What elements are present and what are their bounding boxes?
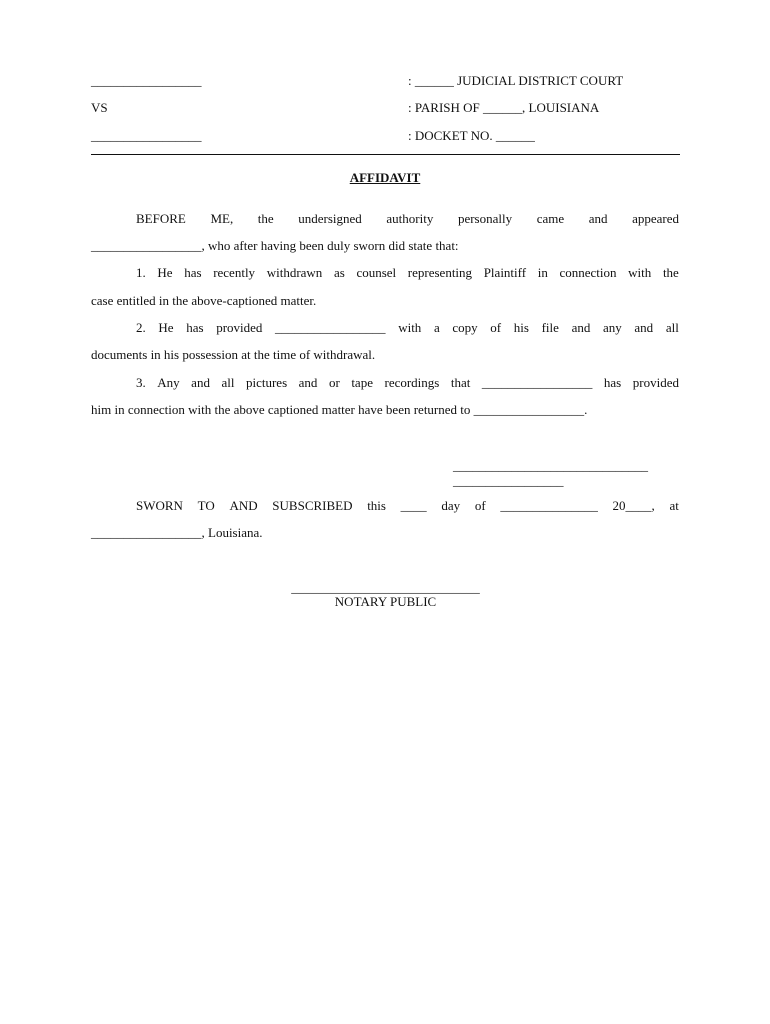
word: Plaintiff xyxy=(483,265,527,280)
word: and xyxy=(298,375,318,390)
word: representing xyxy=(407,265,473,280)
party-one-blank: _________________ xyxy=(91,73,202,88)
notary-signature-line: _____________________________ xyxy=(291,580,480,595)
item-3-line-1 xyxy=(136,375,679,390)
jurat-line-1 xyxy=(136,498,679,513)
word: 20____, xyxy=(612,498,655,513)
word: recordings xyxy=(384,375,440,390)
word: He xyxy=(158,320,174,335)
court-line: : ______ JUDICIAL DISTRICT COURT xyxy=(408,73,624,88)
word: and xyxy=(634,320,654,335)
word: SUBSCRIBED xyxy=(272,498,353,513)
word: of xyxy=(490,320,502,335)
word: all xyxy=(665,320,679,335)
item-2-line-2: documents in his possession at the time of withdrawal. xyxy=(91,347,376,362)
word: file xyxy=(541,320,559,335)
word: 1. xyxy=(136,265,146,280)
word: of xyxy=(474,498,486,513)
word: with xyxy=(398,320,422,335)
intro-line-2: _________________, who after having been duly sworn did state that: xyxy=(91,238,459,253)
word: He xyxy=(157,265,173,280)
word: a xyxy=(433,320,440,335)
word: 3. xyxy=(136,375,146,390)
word: and xyxy=(588,211,608,226)
versus-label: VS xyxy=(91,100,108,115)
item-3-line-2: him in connection with the above captioned matter have been returned to _________________. xyxy=(91,402,588,417)
word: SWORN xyxy=(136,498,183,513)
word: all xyxy=(221,375,235,390)
notary-label: NOTARY PUBLIC xyxy=(334,594,437,609)
word: has xyxy=(603,375,622,390)
word: with xyxy=(628,265,652,280)
word: in xyxy=(537,265,548,280)
word: the xyxy=(662,265,679,280)
word: and xyxy=(571,320,591,335)
word: undersigned xyxy=(298,211,362,226)
word: 2. xyxy=(136,320,146,335)
word: his xyxy=(513,320,529,335)
item-2-line-1 xyxy=(136,320,679,335)
word: authority xyxy=(386,211,434,226)
parish-line: : PARISH OF ______, LOUISIANA xyxy=(408,100,600,115)
word: _______________ xyxy=(500,498,598,513)
word: the xyxy=(257,211,274,226)
caption-divider xyxy=(91,154,680,155)
word: withdrawn xyxy=(266,265,323,280)
word: that xyxy=(450,375,471,390)
word: TO xyxy=(197,498,215,513)
word: provided xyxy=(632,375,679,390)
word: copy xyxy=(452,320,478,335)
word: Any xyxy=(157,375,180,390)
intro-line-1 xyxy=(136,211,679,226)
word: recently xyxy=(213,265,256,280)
word: as xyxy=(333,265,345,280)
word: BEFORE xyxy=(136,211,186,226)
word: connection xyxy=(559,265,617,280)
word: provided xyxy=(216,320,263,335)
word: any xyxy=(602,320,622,335)
docket-line: : DOCKET NO. ______ xyxy=(408,128,535,143)
jurat-line-2: _________________, Louisiana. xyxy=(91,525,263,540)
word: and xyxy=(191,375,210,390)
item-1-line-2: case entitled in the above-captioned matter. xyxy=(91,293,317,308)
word: appeared xyxy=(632,211,679,226)
word: tape xyxy=(351,375,373,390)
item-1-line-1 xyxy=(136,265,679,280)
word: personally xyxy=(457,211,513,226)
word: pictures xyxy=(245,375,288,390)
word: this xyxy=(367,498,386,513)
affiant-signature-line: ______________________________ xyxy=(453,458,648,473)
word: counsel xyxy=(356,265,397,280)
word: day xyxy=(441,498,461,513)
word: or xyxy=(328,375,340,390)
word: has xyxy=(186,320,204,335)
word: _________________ xyxy=(481,375,593,390)
word: came xyxy=(536,211,565,226)
word: ME, xyxy=(210,211,234,226)
party-two-blank: _________________ xyxy=(91,128,202,143)
word: AND xyxy=(229,498,258,513)
word: ____ xyxy=(400,498,427,513)
word: has xyxy=(184,265,202,280)
affiant-name-line: _________________ xyxy=(453,473,564,488)
word: at xyxy=(669,498,679,513)
word: _________________ xyxy=(275,320,386,335)
document-title: AFFIDAVIT xyxy=(349,170,421,185)
